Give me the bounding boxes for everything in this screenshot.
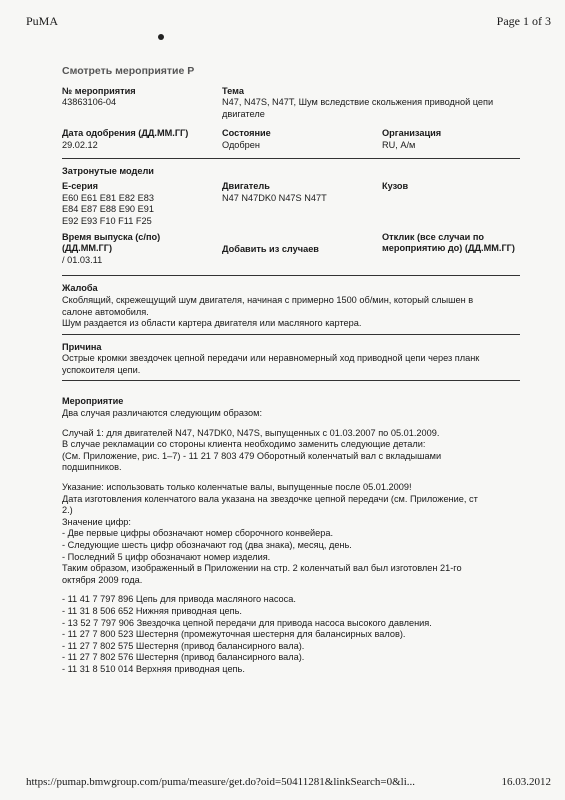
production-row xyxy=(62,232,520,267)
body-label: Кузов xyxy=(382,181,409,192)
note-line: - Две первые цифры обозначают номер сборочного конвейера. xyxy=(62,528,333,539)
approval-date-label: Дата одобрения (ДД.ММ.ГГ) xyxy=(62,128,189,139)
number-label: № мероприятия xyxy=(62,85,136,96)
cause-line: Острые кромки звездочек цепной передачи или неравномерный ход приводной цепи через планк xyxy=(62,353,480,364)
organization-value: RU, А/м xyxy=(382,139,416,150)
speck-mark xyxy=(158,34,164,40)
case1-line: Случай 1: для двигателей N47, N47DK0, N47S, выпущенных с 01.03.2007 по 05.01.2009. xyxy=(62,427,440,438)
complaint-heading: Жалоба xyxy=(62,283,98,294)
part-line: - 11 31 8 506 652 Нижняя приводная цепь. xyxy=(62,605,242,616)
cause-line: успокоителя цепи. xyxy=(62,364,141,375)
divider xyxy=(62,275,520,276)
note-line: - Следующие шесть цифр обозначают год (два знака), месяц, день. xyxy=(62,540,352,550)
topic-value-line1: N47, N47S, N47T, Шум вследствие скольжения приводной цепи xyxy=(222,97,494,108)
complaint-line: салоне автомобиля. xyxy=(62,306,149,317)
case1-line: В случае рекламации со стороны клиента необходимо заменить следующие детали: xyxy=(62,439,426,450)
organization-label: Организация xyxy=(382,128,442,139)
part-line: - 11 27 7 802 575 Шестерня (привод балансирного вала). xyxy=(62,640,305,651)
footer-date: 16.03.2012 xyxy=(501,776,551,788)
response-label: Отклик (все случаи по мероприятию до) (ДД.ММ.ГГ) xyxy=(382,231,515,254)
affected-models-heading: Затронутые модели xyxy=(62,165,154,176)
engine-value: N47 N47DK0 N47S N47T xyxy=(222,192,327,203)
production-time-value: / 01.03.11 xyxy=(62,254,103,265)
part-line: - 11 27 7 802 576 Шестерня (привод балансирного вала). xyxy=(62,652,305,663)
part-line: - 11 41 7 797 896 Цепь для привода масляного насоса. xyxy=(62,594,296,605)
note-line: 2.) xyxy=(62,505,73,516)
part-line: - 11 27 7 800 523 Шестерня (промежуточная шестерня для балансирных валов). xyxy=(62,629,406,640)
part-line: - 13 52 7 797 906 Звездочка цепной передачи для привода насоса высокого давления. xyxy=(62,617,432,628)
topic-label: Тема xyxy=(222,85,244,96)
note-line: Значение цифр: xyxy=(62,516,131,527)
number-value: 43863106-04 xyxy=(62,97,117,108)
measure-heading: Мероприятие xyxy=(62,396,124,407)
measure-intro: Два случая различаются следующим образом: xyxy=(62,408,263,419)
approval-date-value: 29.02.12 xyxy=(62,139,98,150)
note-line: - Последний 5 цифр обозначают номер изделия. xyxy=(62,551,271,562)
footer-url: https://pumap.bmwgroup.com/puma/measure/get.do?oid=50411281&linkSearch=0&li... xyxy=(26,776,415,788)
state-label: Состояние xyxy=(222,128,271,139)
page-title: Смотреть мероприятие Р xyxy=(62,66,195,77)
series-line-2: E84 E87 E88 E90 E91 xyxy=(62,204,154,215)
note-line: октября 2009 года. xyxy=(62,574,143,585)
production-time-label: Время выпуска (с/по) (ДД.ММ.ГГ) xyxy=(62,231,161,254)
divider xyxy=(62,380,520,381)
state-value: Одобрен xyxy=(222,139,260,150)
divider xyxy=(62,334,520,335)
measure-document xyxy=(62,66,520,760)
app-name: PuMA xyxy=(26,14,59,28)
note-line: Таким образом, изображенный в Приложении на стр. 2 коленчатый вал был изготовлен 21-го xyxy=(62,563,462,574)
divider xyxy=(62,158,520,159)
complaint-line: Шум раздается из области картера двигателя или масляного картера. xyxy=(62,318,362,329)
models-row xyxy=(62,181,520,227)
engine-label: Двигатель xyxy=(222,181,270,192)
case1-line: подшипников. xyxy=(62,462,122,473)
note-line: Указание: использовать только коленчатые валы, выпущенные после 05.01.2009! xyxy=(62,482,412,493)
series-name: E-серия xyxy=(62,181,99,192)
part-line: - 11 31 8 510 014 Верхняя приводная цепь. xyxy=(62,663,245,674)
series-line-3: E92 E93 F10 F11 F25 xyxy=(62,215,152,226)
note-line: Дата изготовления коленчатого вала указана на звездочке цепной передачи (см. Приложение, ст xyxy=(62,493,478,504)
info-row-2 xyxy=(62,128,520,151)
case1-line: (См. Приложение, рис. 1–7) - 11 21 7 803 479 Оборотный коленчатый вал с вкладышами xyxy=(62,450,442,461)
series-line-1: E60 E61 E81 E82 E83 xyxy=(62,192,154,203)
info-row-1 xyxy=(62,86,520,121)
add-from-cases-label: Добавить из случаев xyxy=(222,243,319,254)
cause-heading: Причина xyxy=(62,341,102,352)
topic-value-line2: двигателе xyxy=(222,108,265,119)
complaint-line: Скоблящий, скрежещущий шум двигателя, начиная с примерно 1500 об/мин, который слышен в xyxy=(62,294,474,305)
page-indicator: Page 1 of 3 xyxy=(496,14,551,28)
